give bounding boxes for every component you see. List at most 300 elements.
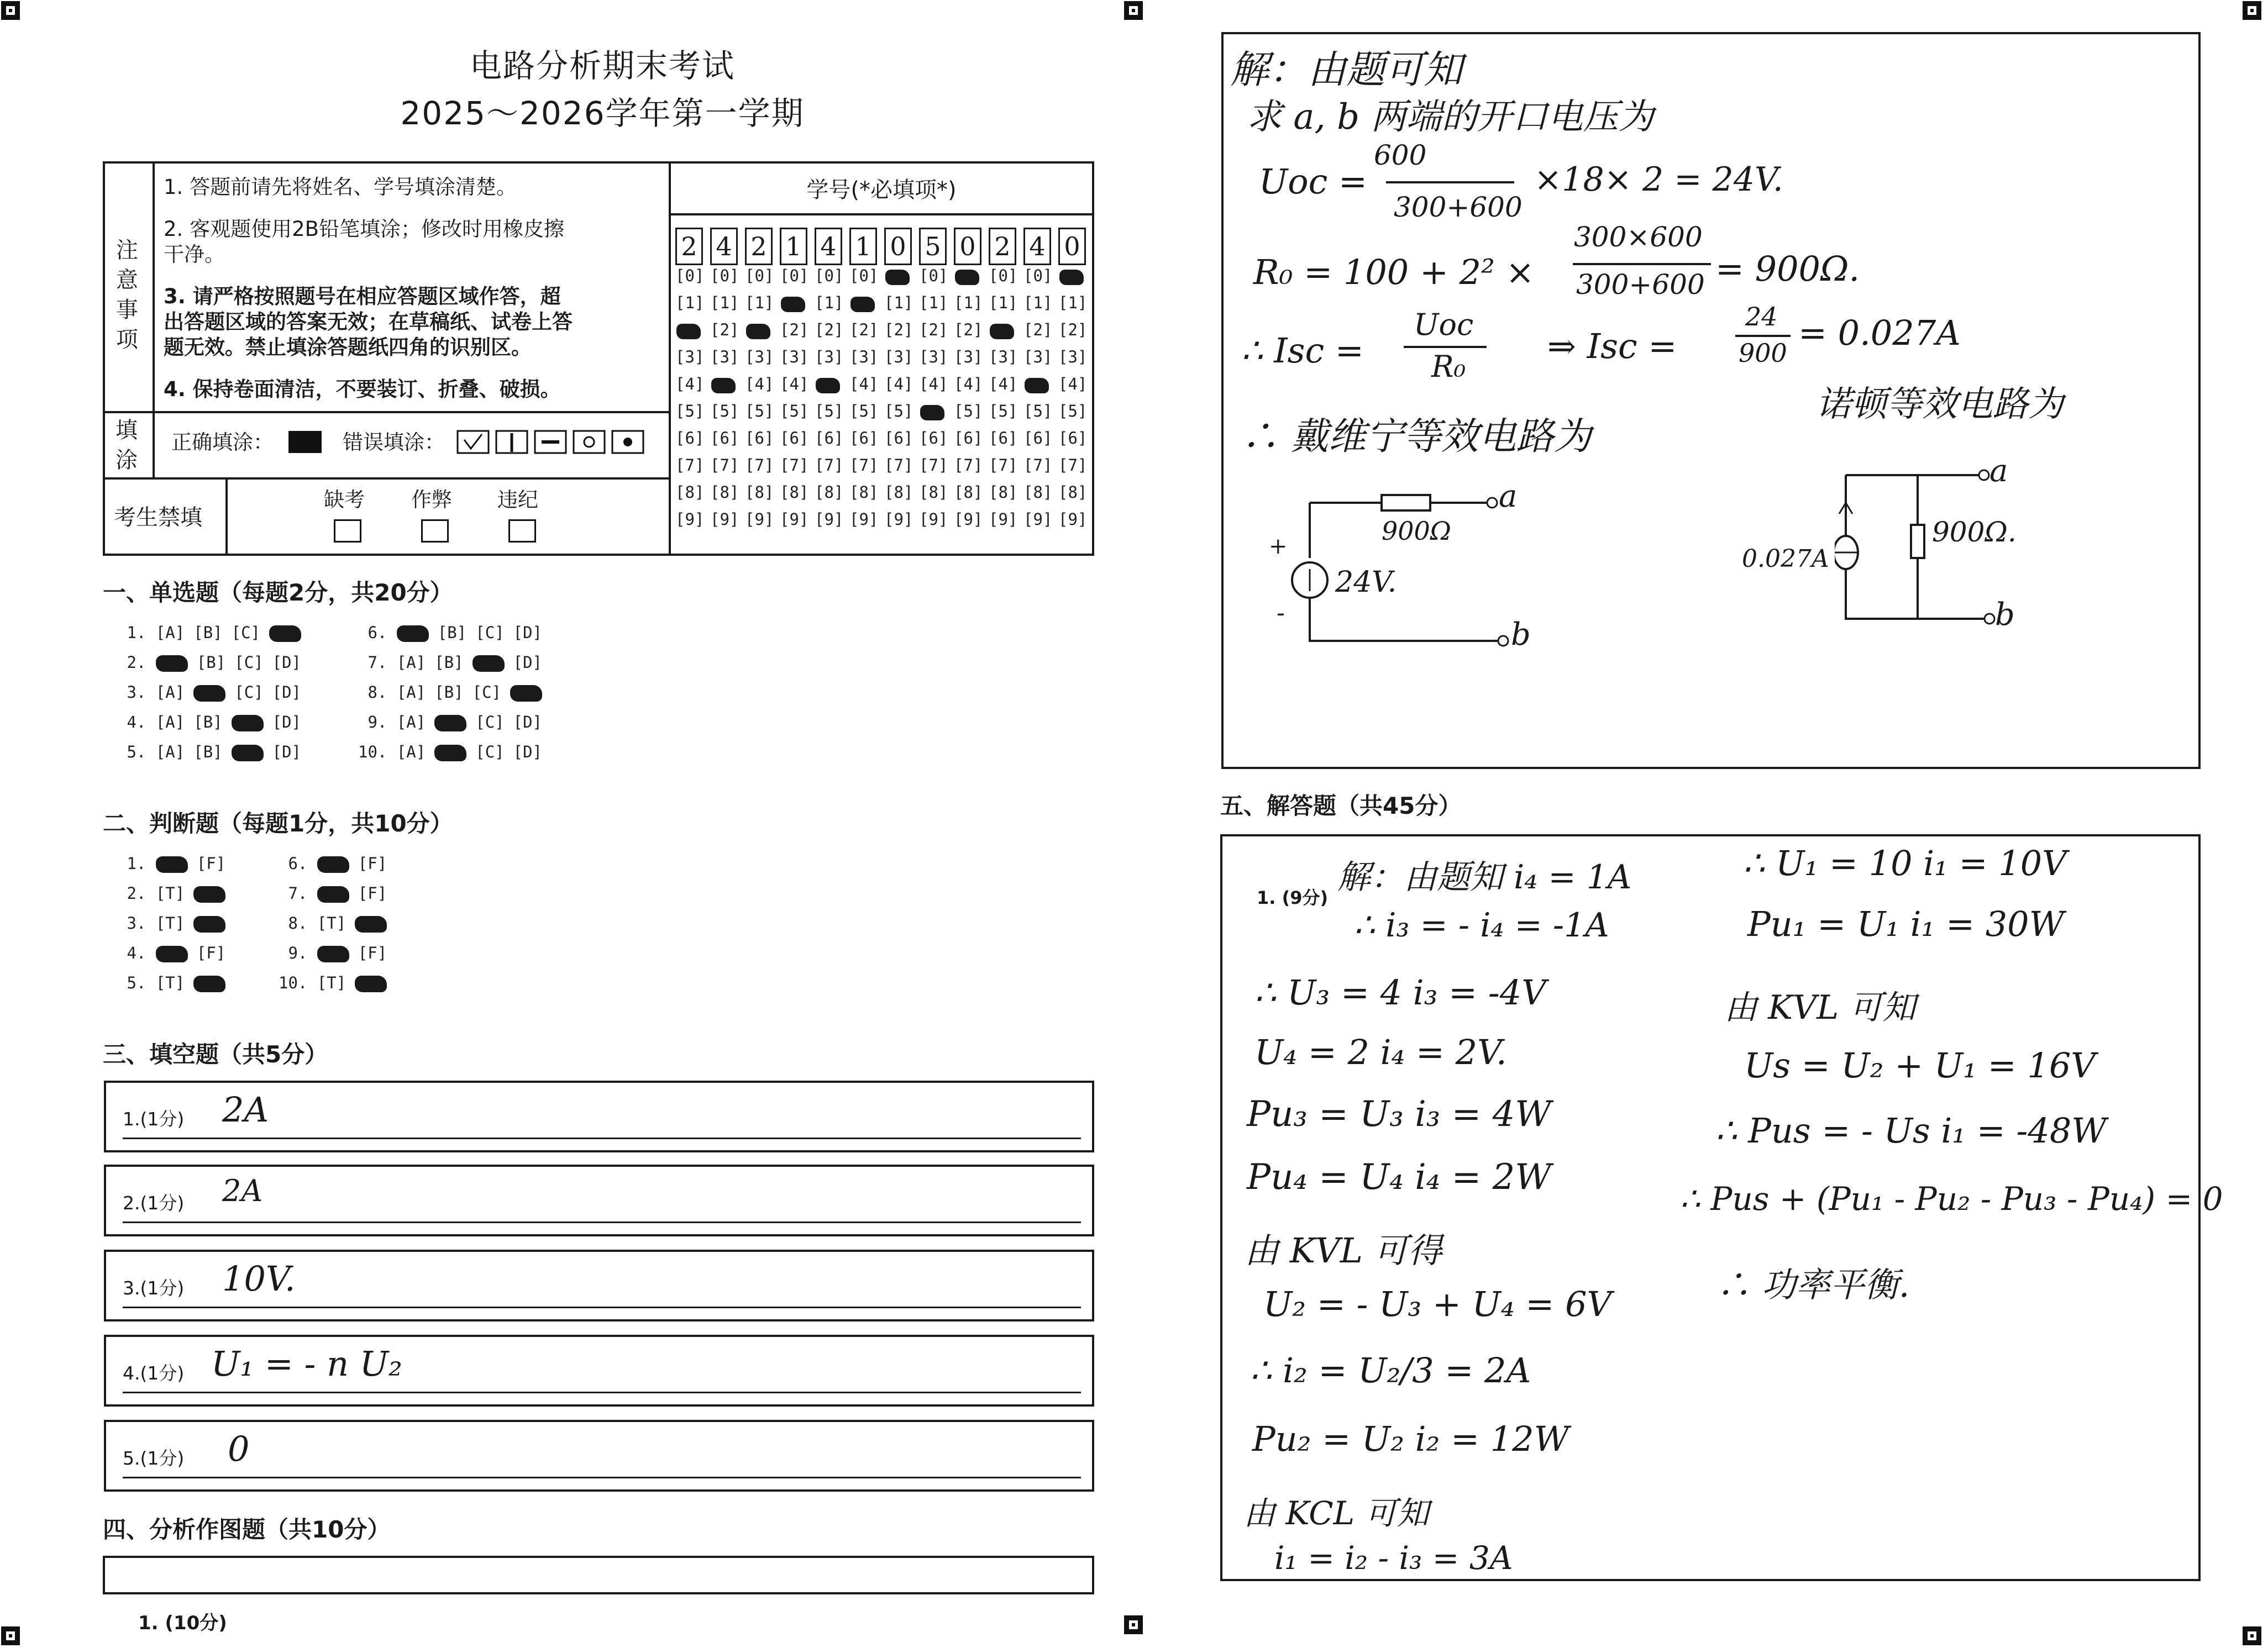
- question-row[interactable]: [117, 653, 310, 672]
- note-line-2: 2. 客观题使用2B铅笔填涂；修改时用橡皮擦: [164, 217, 564, 241]
- fill-blank-4-label: 4.(1分): [123, 1362, 185, 1384]
- s5-right-7: ∴ 功率平衡.: [1716, 1265, 1910, 1305]
- option-bubble[interactable]: [B]: [437, 623, 467, 642]
- id-bubble[interactable]: [8]: [745, 483, 774, 502]
- fill-wrong-label: 错误填涂：: [343, 430, 445, 454]
- id-bubble[interactable]: [7]: [1058, 456, 1088, 475]
- id-bubble[interactable]: [4]: [849, 375, 879, 393]
- option-bubble[interactable]: [F]: [196, 944, 226, 962]
- id-digit: 5: [919, 228, 947, 265]
- id-bubble[interactable]: [9]: [1023, 510, 1053, 529]
- id-bubble[interactable]: [9]: [849, 510, 879, 529]
- student-id-header: 学号(*必填项*): [806, 177, 957, 203]
- fill-blank-3-answer: 10V.: [222, 1259, 296, 1299]
- r0-denominator: 300+600: [1576, 268, 1705, 301]
- id-bubble[interactable]: [4]: [745, 375, 774, 393]
- id-bubble[interactable]: [2]: [849, 320, 879, 339]
- id-bubble[interactable]: [6]: [919, 429, 948, 447]
- id-bubble[interactable]: [9]: [1058, 510, 1088, 529]
- id-bubble[interactable]: [2]: [710, 320, 739, 339]
- question-number: 6.: [358, 623, 397, 642]
- fill-divider: [153, 411, 155, 477]
- r0-numerator: 300×600: [1574, 221, 1703, 253]
- thevenin-terminal-a: a: [1499, 478, 1518, 514]
- id-bubble-filled[interactable]: [954, 268, 981, 285]
- id-bubble-row: [675, 456, 1093, 475]
- id-bubble[interactable]: [5]: [989, 402, 1018, 420]
- option-bubble[interactable]: [D]: [272, 713, 302, 731]
- option-filled[interactable]: [193, 916, 225, 933]
- id-bubble[interactable]: [4]: [675, 375, 705, 393]
- s4-line-2: 求 a, b 两端的开口电压为: [1247, 97, 1654, 138]
- id-bubble[interactable]: [6]: [989, 429, 1018, 447]
- id-bubble[interactable]: [4]: [989, 375, 1018, 393]
- id-bubble[interactable]: [9]: [919, 510, 948, 529]
- id-digit: 0: [1058, 228, 1086, 265]
- option-filled[interactable]: [317, 856, 349, 873]
- id-bubble[interactable]: [0]: [710, 266, 739, 285]
- note-line-7: 4. 保持卷面清洁，不要装订、折叠、破损。: [164, 377, 561, 401]
- option-filled[interactable]: [397, 625, 429, 642]
- id-bubble[interactable]: [4]: [780, 375, 809, 393]
- section1-title: 一、单选题（每题2分，共20分）: [103, 579, 453, 606]
- s5-left-7: 由 KVL 可得: [1245, 1230, 1442, 1271]
- id-bubble[interactable]: [9]: [710, 510, 739, 529]
- id-bubble[interactable]: [5]: [849, 402, 879, 420]
- isc-numerator: Uoc: [1414, 307, 1474, 342]
- question-number: 2.: [117, 653, 156, 672]
- option-filled[interactable]: [317, 946, 349, 962]
- option-bubble[interactable]: [F]: [358, 944, 387, 962]
- note-line-1: 1. 答题前请先将姓名、学号填涂清楚。: [164, 175, 517, 199]
- s5-right-5: ∴ Pus = - Us i₁ = -48W: [1715, 1110, 2107, 1151]
- question-row[interactable]: [358, 653, 551, 672]
- section3-title: 三、填空题（共5分）: [103, 1041, 328, 1068]
- fill-bottom-line: [103, 477, 670, 480]
- id-bubble[interactable]: [7]: [884, 456, 914, 475]
- s5-left-12: i₁ = i₂ - i₃ = 3A: [1274, 1539, 1513, 1577]
- question-number: 9.: [279, 944, 317, 962]
- isc-denominator: R₀: [1431, 349, 1466, 384]
- option-bubble[interactable]: [A]: [155, 683, 185, 702]
- norton-heading: 诺顿等效电路为: [1816, 384, 2064, 425]
- option-filled[interactable]: [510, 685, 542, 702]
- id-bubble[interactable]: [5]: [780, 402, 809, 420]
- option-filled[interactable]: [232, 745, 264, 761]
- question-row[interactable]: [117, 683, 310, 702]
- id-bubble-row: [675, 510, 1093, 529]
- id-bubble[interactable]: [4]: [884, 375, 914, 393]
- id-bubble[interactable]: [7]: [849, 456, 879, 475]
- id-bubble[interactable]: [3]: [919, 347, 948, 366]
- option-bubble[interactable]: [T]: [155, 973, 185, 992]
- section4-q1-label: 1. (10分): [138, 1612, 227, 1634]
- question-row[interactable]: [117, 914, 234, 933]
- forbid-divider: [225, 477, 228, 556]
- option-bubble[interactable]: [T]: [317, 973, 347, 992]
- forbid-label: 考生禁填: [114, 505, 202, 530]
- id-bubble[interactable]: [1]: [919, 293, 948, 312]
- id-bubble-filled[interactable]: [919, 404, 947, 420]
- option-filled[interactable]: [156, 655, 188, 672]
- answer-underline: [123, 1307, 1081, 1308]
- id-bubble-filled[interactable]: [884, 268, 912, 285]
- uoc-rhs: ×18× 2 = 24V.: [1534, 160, 1783, 199]
- question-row[interactable]: [117, 713, 310, 731]
- uoc-denominator: 300+600: [1394, 191, 1523, 223]
- id-digit: 4: [1023, 228, 1051, 265]
- id-digit: 0: [954, 228, 981, 265]
- s5-left-8: U₂ = - U₃ + U₄ = 6V: [1263, 1284, 1612, 1324]
- thevenin-terminal-b: b: [1511, 617, 1531, 652]
- question-number: 2.: [117, 884, 156, 903]
- notes-divider: [153, 161, 155, 411]
- id-bubble[interactable]: [3]: [989, 347, 1018, 366]
- fill-blank-3[interactable]: [104, 1250, 1094, 1321]
- id-bubble[interactable]: [6]: [710, 429, 739, 447]
- option-bubble[interactable]: [B]: [193, 743, 223, 761]
- id-bubble[interactable]: [0]: [675, 266, 705, 285]
- answer-underline: [123, 1477, 1081, 1478]
- question-row[interactable]: [279, 854, 396, 873]
- id-bubble[interactable]: [8]: [815, 483, 844, 502]
- id-bubble[interactable]: [2]: [1023, 320, 1053, 339]
- forbid-box-absent[interactable]: [334, 519, 361, 543]
- id-bubble-filled[interactable]: [815, 377, 842, 393]
- section4-title: 四、分析作图题（共10分）: [103, 1516, 391, 1543]
- id-bubble[interactable]: [7]: [1023, 456, 1053, 475]
- fill-blank-4[interactable]: [104, 1335, 1094, 1407]
- option-bubble[interactable]: [C]: [475, 743, 505, 761]
- question-number: 5.: [117, 973, 156, 992]
- option-filled[interactable]: [317, 886, 349, 903]
- isc-rhs: = 0.027A: [1798, 313, 1961, 353]
- id-bubble[interactable]: [5]: [1023, 402, 1053, 420]
- id-bubble[interactable]: [5]: [745, 402, 774, 420]
- id-bubble[interactable]: [3]: [884, 347, 914, 366]
- answer-underline: [123, 1138, 1081, 1139]
- question-row[interactable]: [117, 944, 234, 962]
- id-bubble-filled[interactable]: [989, 323, 1016, 339]
- id-bubble[interactable]: [3]: [849, 347, 879, 366]
- question-row[interactable]: [358, 743, 551, 761]
- option-bubble[interactable]: [A]: [155, 623, 185, 642]
- fraction-bar: [1573, 263, 1711, 265]
- id-bubble[interactable]: [8]: [989, 483, 1018, 502]
- option-filled[interactable]: [434, 715, 466, 731]
- option-bubble[interactable]: [D]: [513, 743, 543, 761]
- option-bubble[interactable]: [C]: [475, 713, 505, 731]
- id-bubble[interactable]: [2]: [919, 320, 948, 339]
- id-bubble[interactable]: [6]: [745, 429, 774, 447]
- question-row[interactable]: [279, 944, 396, 962]
- question-number: 10.: [358, 743, 397, 761]
- question-number: 10.: [279, 973, 317, 992]
- id-bubble[interactable]: [2]: [780, 320, 809, 339]
- r0-lhs: R₀ = 100 + 2² ×: [1253, 252, 1535, 292]
- option-bubble[interactable]: [B]: [193, 713, 223, 731]
- question-row[interactable]: [358, 623, 551, 642]
- id-digit: 2: [989, 228, 1016, 265]
- fill-blank-1-label: 1.(1分): [123, 1108, 185, 1130]
- id-bubble[interactable]: [3]: [675, 347, 705, 366]
- question-row[interactable]: [117, 743, 310, 761]
- id-bubble[interactable]: [5]: [710, 402, 739, 420]
- id-bubble[interactable]: [7]: [989, 456, 1018, 475]
- id-bubble[interactable]: [8]: [849, 483, 879, 502]
- id-bubble-filled[interactable]: [1023, 377, 1051, 393]
- fraction-bar: [1735, 335, 1791, 337]
- id-bubble[interactable]: [3]: [780, 347, 809, 366]
- id-bubble[interactable]: [0]: [919, 266, 948, 285]
- id-bubble[interactable]: [3]: [815, 347, 844, 366]
- id-bubble[interactable]: [3]: [954, 347, 983, 366]
- id-bubble[interactable]: [1]: [1023, 293, 1053, 312]
- id-bubble[interactable]: [1]: [954, 293, 983, 312]
- fraction-bar: [1404, 346, 1487, 348]
- option-filled[interactable]: [232, 715, 264, 731]
- option-filled[interactable]: [355, 976, 387, 992]
- id-bubble[interactable]: [7]: [919, 456, 948, 475]
- thevenin-minus: -: [1277, 599, 1285, 627]
- option-filled[interactable]: [193, 685, 225, 702]
- thevenin-plus: +: [1269, 534, 1288, 559]
- id-bubble[interactable]: [8]: [884, 483, 914, 502]
- id-bubble[interactable]: [0]: [989, 266, 1018, 285]
- id-bubble-filled[interactable]: [780, 296, 807, 312]
- option-bubble[interactable]: [D]: [272, 683, 302, 702]
- id-bubble[interactable]: [9]: [745, 510, 774, 529]
- option-bubble[interactable]: [D]: [272, 743, 302, 761]
- id-bubble[interactable]: [7]: [710, 456, 739, 475]
- thevenin-resistor-value: 900Ω: [1382, 516, 1451, 546]
- option-filled[interactable]: [473, 655, 505, 672]
- option-bubble[interactable]: [C]: [472, 683, 502, 702]
- option-bubble[interactable]: [T]: [155, 914, 185, 933]
- id-bubble[interactable]: [6]: [1023, 429, 1053, 447]
- id-header-line: [669, 213, 1094, 215]
- id-bubble[interactable]: [6]: [780, 429, 809, 447]
- id-digit: 2: [675, 228, 703, 265]
- id-bubble[interactable]: [9]: [815, 510, 844, 529]
- fill-blank-1[interactable]: [104, 1081, 1094, 1152]
- id-bubble[interactable]: [4]: [1058, 375, 1088, 393]
- id-bubble[interactable]: [0]: [780, 266, 809, 285]
- s5-right-1: ∴ U₁ = 10 i₁ = 10V: [1743, 843, 2067, 883]
- norton-source-value: 0.027A: [1742, 545, 1829, 573]
- question-row[interactable]: [117, 884, 234, 903]
- exam-title: 电路分析期末考试: [469, 47, 735, 85]
- id-bubble[interactable]: [3]: [1058, 347, 1088, 366]
- isc-lhs: ∴ Isc =: [1241, 330, 1364, 371]
- id-bubble[interactable]: [2]: [884, 320, 914, 339]
- id-bubble[interactable]: [4]: [919, 375, 948, 393]
- answer-underline: [123, 1392, 1081, 1393]
- id-bubble[interactable]: [1]: [815, 293, 844, 312]
- notes-side-label: 注意事项: [116, 238, 138, 352]
- id-bubble[interactable]: [6]: [815, 429, 844, 447]
- option-bubble[interactable]: [C]: [234, 653, 264, 672]
- uoc-lhs: Uoc =: [1259, 161, 1367, 202]
- id-bubble[interactable]: [3]: [710, 347, 739, 366]
- option-bubble[interactable]: [D]: [513, 653, 543, 672]
- id-bubble[interactable]: [2]: [815, 320, 844, 339]
- id-bubble[interactable]: [0]: [815, 266, 844, 285]
- id-bubble[interactable]: [1]: [884, 293, 914, 312]
- option-filled[interactable]: [193, 886, 225, 903]
- option-bubble[interactable]: [A]: [155, 743, 185, 761]
- option-bubble[interactable]: [B]: [196, 653, 226, 672]
- id-bubble[interactable]: [8]: [675, 483, 705, 502]
- option-bubble[interactable]: [C]: [234, 683, 264, 702]
- question-number: 8.: [358, 683, 397, 702]
- option-bubble[interactable]: [D]: [513, 623, 543, 642]
- id-bubble[interactable]: [9]: [675, 510, 705, 529]
- id-bubble[interactable]: [1]: [1058, 293, 1088, 312]
- id-bubble[interactable]: [5]: [1058, 402, 1088, 420]
- id-digit: 4: [815, 228, 842, 265]
- id-digit: 4: [710, 228, 738, 265]
- id-bubble[interactable]: [7]: [745, 456, 774, 475]
- question-row[interactable]: [279, 914, 396, 933]
- option-filled[interactable]: [434, 745, 466, 761]
- id-bubble[interactable]: [1]: [675, 293, 705, 312]
- s5-left-1: 解：由题知 i₄ = 1A: [1337, 858, 1632, 897]
- question-row[interactable]: [358, 683, 551, 702]
- option-bubble[interactable]: [D]: [513, 713, 543, 731]
- id-bubble[interactable]: [9]: [989, 510, 1018, 529]
- id-digit: 0: [884, 228, 912, 265]
- option-bubble[interactable]: [A]: [396, 683, 426, 702]
- id-bubble-filled[interactable]: [745, 323, 773, 339]
- option-bubble[interactable]: [B]: [434, 653, 464, 672]
- option-bubble[interactable]: [A]: [396, 653, 426, 672]
- option-filled[interactable]: [156, 946, 188, 962]
- s5-left-3: ∴ U₃ = 4 i₃ = -4V: [1254, 972, 1546, 1013]
- option-bubble[interactable]: [A]: [396, 743, 426, 761]
- id-bubble-row: [675, 402, 1093, 420]
- option-bubble[interactable]: [F]: [358, 854, 387, 873]
- id-bubble[interactable]: [5]: [884, 402, 914, 420]
- id-bubble[interactable]: [7]: [675, 456, 705, 475]
- option-bubble[interactable]: [C]: [475, 623, 505, 642]
- option-bubble[interactable]: [B]: [434, 683, 464, 702]
- option-bubble[interactable]: [D]: [272, 653, 302, 672]
- option-filled[interactable]: [355, 916, 387, 933]
- option-bubble[interactable]: [T]: [155, 884, 185, 903]
- fill-blank-2-answer: 2A: [222, 1173, 263, 1208]
- option-bubble[interactable]: [F]: [196, 854, 226, 873]
- id-bubble[interactable]: [8]: [1058, 483, 1088, 502]
- id-digit: 1: [780, 228, 807, 265]
- id-bubble-filled[interactable]: [1058, 268, 1086, 285]
- question-row[interactable]: [279, 884, 396, 903]
- note-line-4: 3. 请严格按照题号在相应答题区域作答，超: [164, 285, 561, 308]
- s5-right-4: Us = U₂ + U₁ = 16V: [1744, 1045, 2096, 1086]
- id-bubble[interactable]: [8]: [954, 483, 983, 502]
- id-bubble[interactable]: [5]: [954, 402, 983, 420]
- id-bubble-filled[interactable]: [849, 296, 877, 312]
- s5-left-10: Pu₂ = U₂ i₂ = 12W: [1252, 1419, 1569, 1459]
- id-bubble[interactable]: [6]: [849, 429, 879, 447]
- id-bubble-filled[interactable]: [675, 323, 703, 339]
- id-bubble[interactable]: [6]: [1058, 429, 1088, 447]
- id-bubble[interactable]: [3]: [745, 347, 774, 366]
- option-bubble[interactable]: [C]: [231, 623, 261, 642]
- id-bubble[interactable]: [1]: [989, 293, 1018, 312]
- corner-mark-bottom-middle: [1124, 1615, 1143, 1634]
- id-bubble[interactable]: [8]: [1023, 483, 1053, 502]
- id-bubble[interactable]: [1]: [710, 293, 739, 312]
- option-bubble[interactable]: [T]: [317, 914, 347, 933]
- id-bubble[interactable]: [3]: [1023, 347, 1053, 366]
- id-bubble[interactable]: [6]: [954, 429, 983, 447]
- id-bubble-filled[interactable]: [710, 377, 738, 393]
- id-bubble[interactable]: [7]: [780, 456, 809, 475]
- corner-mark-top-middle: [1124, 1, 1143, 20]
- option-bubble[interactable]: [F]: [358, 884, 387, 903]
- fill-blank-5[interactable]: [104, 1420, 1094, 1492]
- id-bubble[interactable]: [5]: [675, 402, 705, 420]
- fill-blank-2[interactable]: [104, 1165, 1094, 1236]
- id-bubble[interactable]: [1]: [745, 293, 774, 312]
- corner-mark-bottom-left: [1, 1626, 20, 1645]
- s5-right-2: Pu₁ = U₁ i₁ = 30W: [1747, 904, 2065, 944]
- norton-terminal-b: b: [1995, 597, 2015, 633]
- option-bubble[interactable]: [A]: [396, 713, 426, 731]
- fill-correct-label: 正确填涂：: [171, 430, 274, 454]
- id-bubble[interactable]: [9]: [780, 510, 809, 529]
- id-bubble[interactable]: [2]: [954, 320, 983, 339]
- s5-left-11: 由 KCL 可知: [1243, 1494, 1429, 1532]
- option-filled[interactable]: [269, 625, 301, 642]
- r0-rhs: = 900Ω.: [1715, 249, 1860, 289]
- option-filled[interactable]: [156, 856, 188, 873]
- id-bubble[interactable]: [7]: [815, 456, 844, 475]
- forbid-box-cheat[interactable]: [421, 519, 449, 543]
- id-bubble[interactable]: [6]: [675, 429, 705, 447]
- forbid-box-violation[interactable]: [508, 519, 536, 543]
- question-number: 3.: [117, 914, 156, 933]
- section2-title: 二、判断题（每题1分，共10分）: [103, 810, 453, 837]
- answer-underline: [123, 1221, 1081, 1223]
- question-row[interactable]: [279, 973, 396, 992]
- option-filled[interactable]: [193, 976, 225, 992]
- id-bubble[interactable]: [6]: [884, 429, 914, 447]
- s4-line-1: 解：由题可知: [1230, 47, 1462, 92]
- id-bubble[interactable]: [8]: [780, 483, 809, 502]
- question-row[interactable]: [358, 713, 551, 731]
- id-bubble[interactable]: [0]: [1023, 266, 1053, 285]
- id-bubble[interactable]: [9]: [884, 510, 914, 529]
- id-bubble[interactable]: [8]: [919, 483, 948, 502]
- id-bubble[interactable]: [4]: [954, 375, 983, 393]
- question-row[interactable]: [117, 973, 234, 992]
- id-bubble[interactable]: [7]: [954, 456, 983, 475]
- id-bubble[interactable]: [5]: [815, 402, 844, 420]
- question-row[interactable]: [117, 623, 310, 642]
- question-row[interactable]: [117, 854, 234, 873]
- option-bubble[interactable]: [A]: [155, 713, 185, 731]
- s5-left-4: U₄ = 2 i₄ = 2V.: [1254, 1032, 1507, 1072]
- id-bubble[interactable]: [9]: [954, 510, 983, 529]
- id-bubble[interactable]: [0]: [849, 266, 879, 285]
- norton-resistor-value: 900Ω.: [1932, 516, 2017, 548]
- id-bubble[interactable]: [8]: [710, 483, 739, 502]
- id-bubble[interactable]: [2]: [1058, 320, 1088, 339]
- option-bubble[interactable]: [B]: [193, 623, 223, 642]
- id-bubble[interactable]: [0]: [745, 266, 774, 285]
